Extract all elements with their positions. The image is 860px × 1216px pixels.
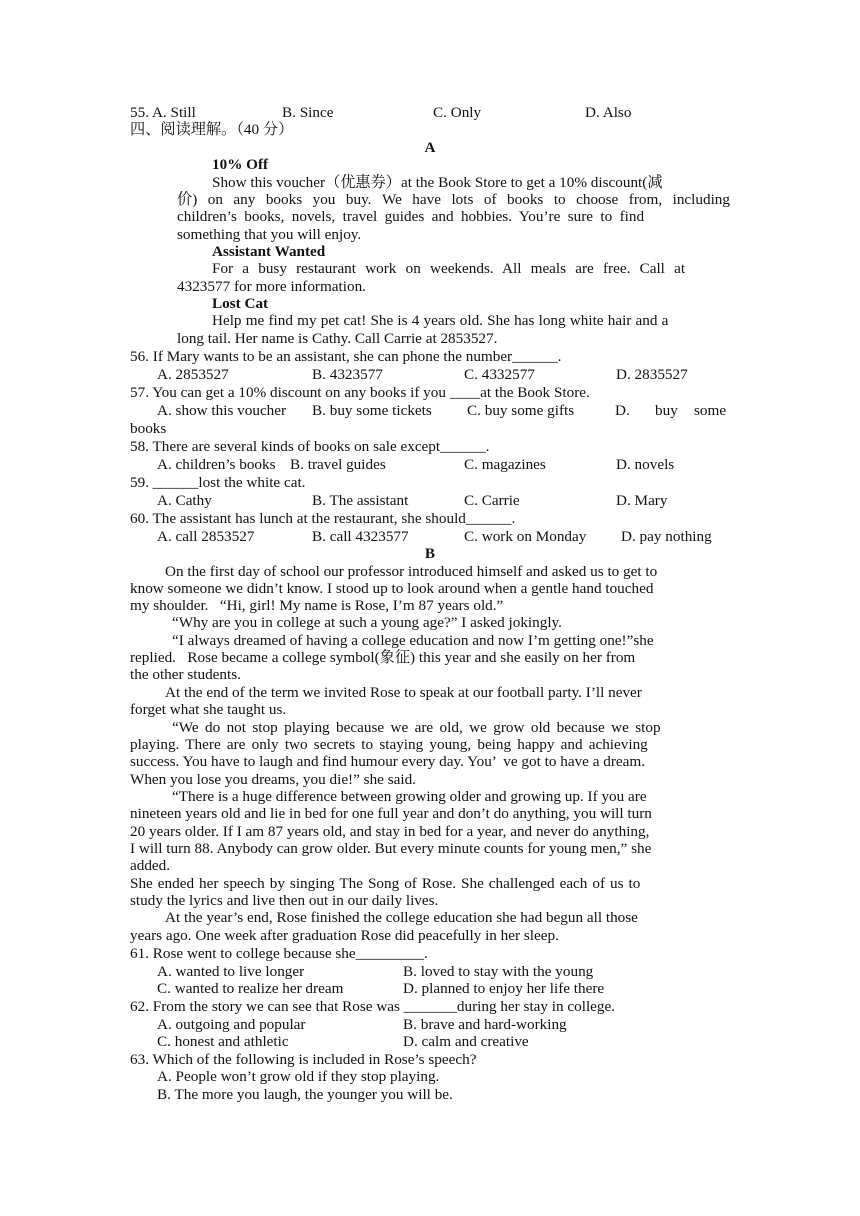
- ad3-line: long tail. Her name is Cathy. Call Carrie at 2853527.: [177, 330, 498, 347]
- q62-option-b: B. brave and hard-working: [403, 1016, 567, 1033]
- q60-stem: 60. The assistant has lunch at the restaurant, she should______.: [130, 510, 516, 527]
- passage-b-line: “I always dreamed of having a college education and now I’m getting one!”she: [172, 632, 654, 649]
- passage-b-line: years ago. One week after graduation Rose did peacefully in her sleep.: [130, 927, 559, 944]
- q56-options: [157, 366, 737, 384]
- passage-b-line: “Why are you in college at such a young age?” I asked jokingly.: [172, 614, 562, 631]
- passage-b-line: nineteen years old and lie in bed for one full year and don’t do anything, you will turn: [130, 805, 652, 822]
- q57-option-d: D.: [615, 402, 630, 419]
- passage-b-line: replied. Rose became a college symbol(象征) this year and she easily on her from: [130, 649, 636, 666]
- q62-options: [157, 1016, 737, 1034]
- q62-stem: 62. From the story we can see that Rose was _______during her stay in college.: [130, 998, 616, 1015]
- q57-option-d: buy: [655, 402, 678, 419]
- q61-stem: 61. Rose went to college because she_________.: [130, 945, 428, 962]
- q62-option-d: D. calm and creative: [403, 1033, 529, 1050]
- q61-option-c: C. wanted to realize her dream: [157, 980, 344, 997]
- ad1-line: children’s books, novels, travel guides and hobbies. You’re sure to find: [177, 208, 645, 225]
- q61-option-a: A. wanted to live longer: [157, 963, 305, 980]
- passage-b-line: study the lyrics and live then out in our daily lives.: [130, 892, 439, 909]
- q57-option-d-wrap: books: [130, 420, 167, 437]
- q59-options: [157, 492, 737, 510]
- q62-option-c: C. honest and athletic: [157, 1033, 289, 1050]
- passage-b-line: “There is a huge difference between growing older and growing up. If you are: [172, 788, 647, 805]
- q60-option-c: C. work on Monday: [464, 528, 587, 545]
- ad1-line: 价) on any books you buy. We have lots of books to choose from, including: [177, 191, 730, 208]
- passage-b-line: the other students.: [130, 666, 241, 683]
- passage-a-letter: A: [424, 139, 436, 156]
- ad1-line: Show this voucher（优惠券）at the Book Store to get a 10% discount(减: [212, 174, 663, 191]
- q58-option-d: D. novels: [616, 456, 675, 473]
- q57-option-b: B. buy some tickets: [312, 402, 432, 419]
- section-heading: 四、阅读理解。（40 分）: [130, 121, 294, 138]
- q56-option-b: B. 4323577: [312, 366, 383, 383]
- ad3-line: Help me find my pet cat! She is 4 years old. She has long white hair and a: [212, 312, 669, 329]
- passage-b-line: playing. There are only two secrets to staying young, being happy and achieving: [130, 736, 648, 753]
- passage-b-line: At the end of the term we invited Rose to speak at our football party. I’ll never: [165, 684, 642, 701]
- q57-option-a: A. show this voucher: [157, 402, 287, 419]
- passage-b-line: “We do not stop playing because we are old, we grow old because we stop: [172, 719, 661, 736]
- q63-option-a: A. People won’t grow old if they stop playing.: [157, 1068, 440, 1085]
- q63-option-b: B. The more you laugh, the younger you will be.: [157, 1086, 453, 1103]
- q55-option-b: B. Since: [282, 104, 334, 121]
- passage-b-letter: B: [424, 545, 436, 562]
- ad2-line: 4323577 for more information.: [177, 278, 366, 295]
- q58-options: [157, 456, 737, 474]
- ad1-title: 10% Off: [212, 156, 269, 173]
- passage-b-line: At the year’s end, Rose finished the college education she had begun all those: [165, 909, 638, 926]
- q55-option-c: C. Only: [433, 104, 482, 121]
- ad2-line: For a busy restaurant work on weekends. All meals are free. Call at: [212, 260, 686, 277]
- passage-b-line: forget what she taught us.: [130, 701, 287, 718]
- q60-option-d: D. pay nothing: [621, 528, 712, 545]
- q56-stem: 56. If Mary wants to be an assistant, she can phone the number______.: [130, 348, 562, 365]
- q57-option-d: some: [694, 402, 727, 419]
- q56-option-c: C. 4332577: [464, 366, 535, 383]
- q61-options: [157, 963, 737, 981]
- q62-option-a: A. outgoing and popular: [157, 1016, 306, 1033]
- passage-b-line: added.: [130, 857, 171, 874]
- q61-option-d: D. planned to enjoy her life there: [403, 980, 605, 997]
- passage-b-line: know someone we didn’t know. I stood up to look around when a gentle hand touched: [130, 580, 654, 597]
- q57-stem: 57. You can get a 10% discount on any books if you ____at the Book Store.: [130, 384, 590, 401]
- ad1-line: something that you will enjoy.: [177, 226, 362, 243]
- passage-b-line: my shoulder. “Hi, girl! My name is Rose, I’m 87 years old.”: [130, 597, 504, 614]
- q59-option-c: C. Carrie: [464, 492, 520, 509]
- passage-b-line: I will turn 88. Anybody can grow older. But every minute counts for young men,” she: [130, 840, 652, 857]
- q59-option-b: B. The assistant: [312, 492, 409, 509]
- passage-b-line: When you lose you dreams, you die!” she said.: [130, 771, 416, 788]
- q59-stem: 59. ______lost the white cat.: [130, 474, 306, 491]
- passage-b-line: success. You have to laugh and find humour every day. You’ ve got to have a dream.: [130, 753, 645, 770]
- q57-option-c: C. buy some gifts: [467, 402, 575, 419]
- q58-option-b: B. travel guides: [290, 456, 386, 473]
- q55-option-a: 55. A. Still: [130, 104, 196, 121]
- q62-options: [157, 1033, 737, 1051]
- passage-b-line: She ended her speech by singing The Song of Rose. She challenged each of us to: [130, 875, 641, 892]
- q56-option-d: D. 2835527: [616, 366, 688, 383]
- q56-option-a: A. 2853527: [157, 366, 229, 383]
- q61-option-b: B. loved to stay with the young: [403, 963, 594, 980]
- ad2-title: Assistant Wanted: [212, 243, 326, 260]
- q60-options: [157, 528, 737, 546]
- q63-stem: 63. Which of the following is included in Rose’s speech?: [130, 1051, 477, 1068]
- q60-option-b: B. call 4323577: [312, 528, 409, 545]
- q55-options: [130, 104, 730, 122]
- q58-option-c: C. magazines: [464, 456, 546, 473]
- q57-options: [157, 402, 730, 420]
- q58-option-a: A. children’s books: [157, 456, 276, 473]
- q58-stem: 58. There are several kinds of books on sale except______.: [130, 438, 490, 455]
- q55-option-d: D. Also: [585, 104, 632, 121]
- q61-options: [157, 980, 737, 998]
- passage-b-line: 20 years older. If I am 87 years old, and stay in bed for a year, and never do anything,: [130, 823, 650, 840]
- q59-option-a: A. Cathy: [157, 492, 212, 509]
- passage-b-line: On the first day of school our professor introduced himself and asked us to get to: [165, 563, 658, 580]
- q59-option-d: D. Mary: [616, 492, 668, 509]
- ad3-title: Lost Cat: [212, 295, 269, 312]
- q60-option-a: A. call 2853527: [157, 528, 255, 545]
